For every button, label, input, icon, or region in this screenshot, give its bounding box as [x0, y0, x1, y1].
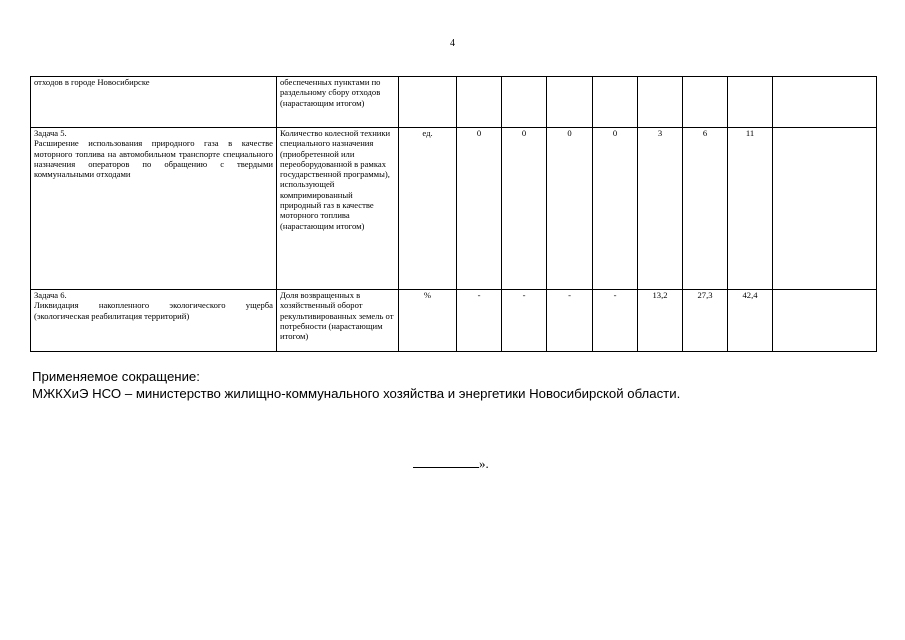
indicator-cell: Количество колесной техники специального назначения (приобретенной или переоборудованной в рамках государственной программы), использующей компримированный природный газ в качестве моторного топлива (нарастающим итогом) [277, 128, 399, 290]
value-cell: 0 [502, 128, 547, 290]
value-cell [728, 77, 773, 128]
unit-cell [399, 77, 457, 128]
indicator-cell: обеспеченных пунктами по раздельному сбору отходов (нарастающим итогом) [277, 77, 399, 128]
table-row [31, 77, 877, 128]
value-cell [773, 128, 877, 290]
value-cell: 3 [638, 128, 683, 290]
task-text: отходов в городе Новосибирске [34, 77, 150, 87]
task-text: Ликвидация накопленного экологического ущерба (экологическая реабилитация территорий) [34, 300, 273, 321]
abbreviation-text: МЖКХиЭ НСО – министерство жилищно-коммунального хозяйства и энергетики Новосибирской области. [32, 386, 681, 401]
value-cell: 0 [457, 128, 502, 290]
task-title: Задача 5. [34, 128, 67, 138]
value-cell: 11 [728, 128, 773, 290]
value-cell [638, 77, 683, 128]
value-cell: - [547, 290, 593, 352]
task-cell [31, 128, 277, 290]
value-cell: 13,2 [638, 290, 683, 352]
blank-underline [413, 455, 479, 468]
value-cell: 0 [593, 128, 638, 290]
task-cell [31, 290, 277, 352]
indicators-table [30, 76, 877, 352]
value-cell [502, 77, 547, 128]
abbreviation-block [32, 368, 680, 402]
value-cell [773, 290, 877, 352]
page-number: 4 [450, 38, 455, 49]
value-cell [547, 77, 593, 128]
indicator-cell: Доля возвращенных в хозяйственный оборот рекультивированных земель от потребности (нарастающим итогом) [277, 290, 399, 352]
value-cell [773, 77, 877, 128]
value-cell: 0 [547, 128, 593, 290]
value-cell: 42,4 [728, 290, 773, 352]
closing-line [413, 455, 489, 472]
table-row [31, 128, 877, 290]
value-cell: 6 [683, 128, 728, 290]
value-cell [593, 77, 638, 128]
unit-cell: ед. [399, 128, 457, 290]
value-cell: - [502, 290, 547, 352]
task-cell [31, 77, 277, 128]
table-row [31, 290, 877, 352]
closing-mark: ». [479, 456, 489, 471]
unit-cell: % [399, 290, 457, 352]
task-title: Задача 6. [34, 290, 67, 300]
value-cell: - [593, 290, 638, 352]
value-cell: - [457, 290, 502, 352]
value-cell [457, 77, 502, 128]
abbreviation-heading: Применяемое сокращение: [32, 369, 200, 384]
task-text: Расширение использования природного газа в качестве моторного топлива на автомобильном транспорте специального назначения операторов по обращению с твердыми коммунальными отходами [34, 138, 273, 180]
value-cell [683, 77, 728, 128]
value-cell: 27,3 [683, 290, 728, 352]
